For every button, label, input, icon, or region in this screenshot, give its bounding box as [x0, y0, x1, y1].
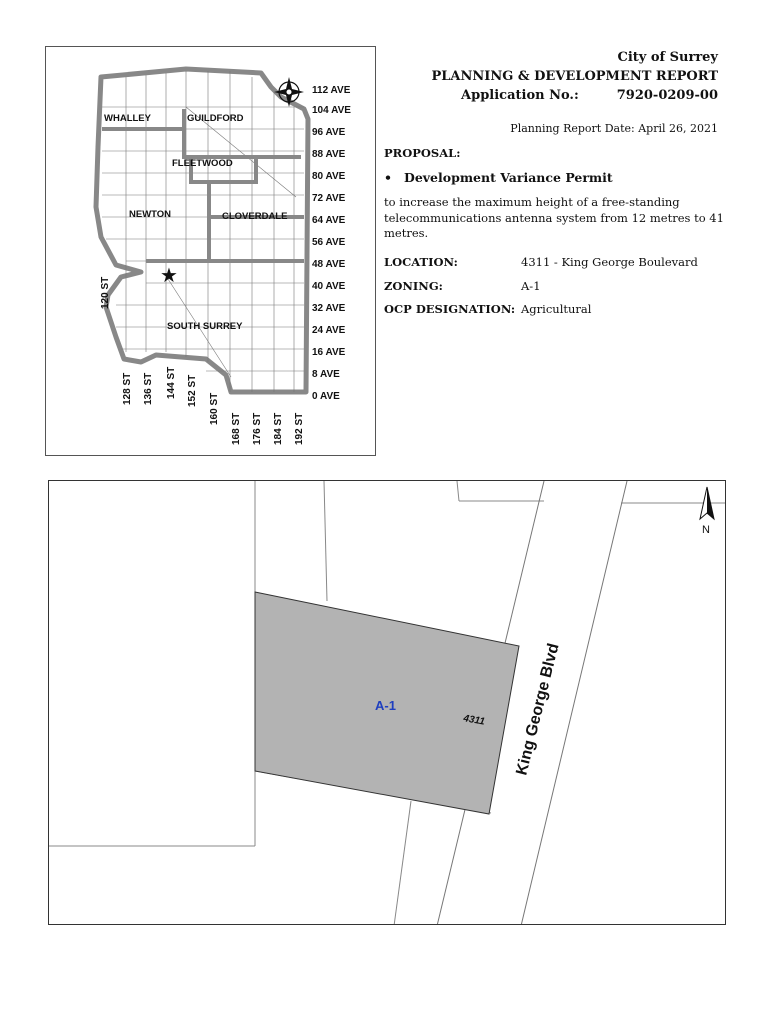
report-header	[432, 48, 718, 105]
area-label-newton: NEWTON	[129, 209, 172, 220]
avenue-label: 72 AVE	[312, 193, 346, 204]
city-name: City of Surrey	[617, 50, 718, 65]
site-star-icon: ★	[160, 263, 178, 287]
bullet-icon: •	[384, 170, 392, 185]
street-label: 152 ST	[187, 374, 198, 407]
street-label: 120 ST	[100, 276, 111, 309]
street-label: 128 ST	[122, 372, 133, 405]
proposal-item	[384, 170, 613, 185]
street-label: 184 ST	[273, 412, 284, 445]
location-row	[384, 255, 698, 269]
zone-label: A-1	[375, 698, 396, 713]
report-date: Planning Report Date: April 26, 2021	[510, 122, 718, 135]
zoning-value: A-1	[521, 279, 541, 293]
street-name-label: King George Blvd	[513, 641, 563, 777]
key-map-graphic	[46, 47, 377, 457]
address-label: 4311	[462, 713, 486, 728]
compass-icon	[274, 77, 304, 107]
report-title: PLANNING & DEVELOPMENT REPORT	[431, 69, 718, 84]
north-label: N	[702, 524, 710, 536]
avenue-label: 8 AVE	[312, 369, 340, 380]
location-label: LOCATION:	[384, 255, 458, 269]
ocp-label: OCP DESIGNATION:	[384, 302, 516, 316]
zoning-row	[384, 279, 541, 293]
proposal-heading: PROPOSAL:	[384, 146, 461, 160]
avenue-label: 0 AVE	[312, 391, 340, 402]
area-label-fleetwood: FLEETWOOD	[172, 158, 233, 169]
avenue-label: 56 AVE	[312, 237, 346, 248]
key-map	[45, 46, 376, 456]
application-number: 7920-0209-00	[616, 88, 718, 103]
avenue-label: 24 AVE	[312, 325, 346, 336]
avenue-label: 48 AVE	[312, 259, 346, 270]
site-map	[48, 480, 726, 925]
proposal-item-label: Development Variance Permit	[404, 170, 613, 185]
avenue-label: 88 AVE	[312, 149, 346, 160]
street-label: 144 ST	[166, 366, 177, 399]
area-label-cloverdale: CLOVERDALE	[222, 211, 288, 222]
area-label-guildford: GUILDFORD	[187, 113, 244, 124]
street-label: 192 ST	[294, 412, 305, 445]
location-value: 4311 - King George Boulevard	[521, 255, 698, 269]
avenue-label: 40 AVE	[312, 281, 346, 292]
street-label: 176 ST	[252, 412, 263, 445]
avenue-label: 32 AVE	[312, 303, 346, 314]
avenue-label: 80 AVE	[312, 171, 346, 182]
site-map-graphic	[49, 481, 726, 925]
zoning-label: ZONING:	[384, 279, 443, 293]
avenue-label: 112 AVE	[312, 85, 351, 96]
proposal-description: to increase the maximum height of a free-standing telecommunications antenna system from 12 metres to 41 metres.	[384, 195, 724, 240]
avenue-labels	[312, 85, 351, 402]
ocp-value: Agricultural	[521, 302, 592, 316]
street-label: 160 ST	[209, 392, 220, 425]
avenue-label: 64 AVE	[312, 215, 346, 226]
avenue-label: 104 AVE	[312, 105, 351, 116]
area-label-south-surrey: SOUTH SURREY	[167, 321, 243, 332]
area-label-whalley: WHALLEY	[104, 113, 151, 124]
application-label: Application No.:	[461, 88, 579, 103]
street-label: 136 ST	[143, 372, 154, 405]
avenue-label: 16 AVE	[312, 347, 346, 358]
avenue-label: 96 AVE	[312, 127, 346, 138]
ocp-row	[384, 302, 591, 316]
street-label: 168 ST	[231, 412, 242, 445]
application-number-row	[432, 86, 718, 105]
